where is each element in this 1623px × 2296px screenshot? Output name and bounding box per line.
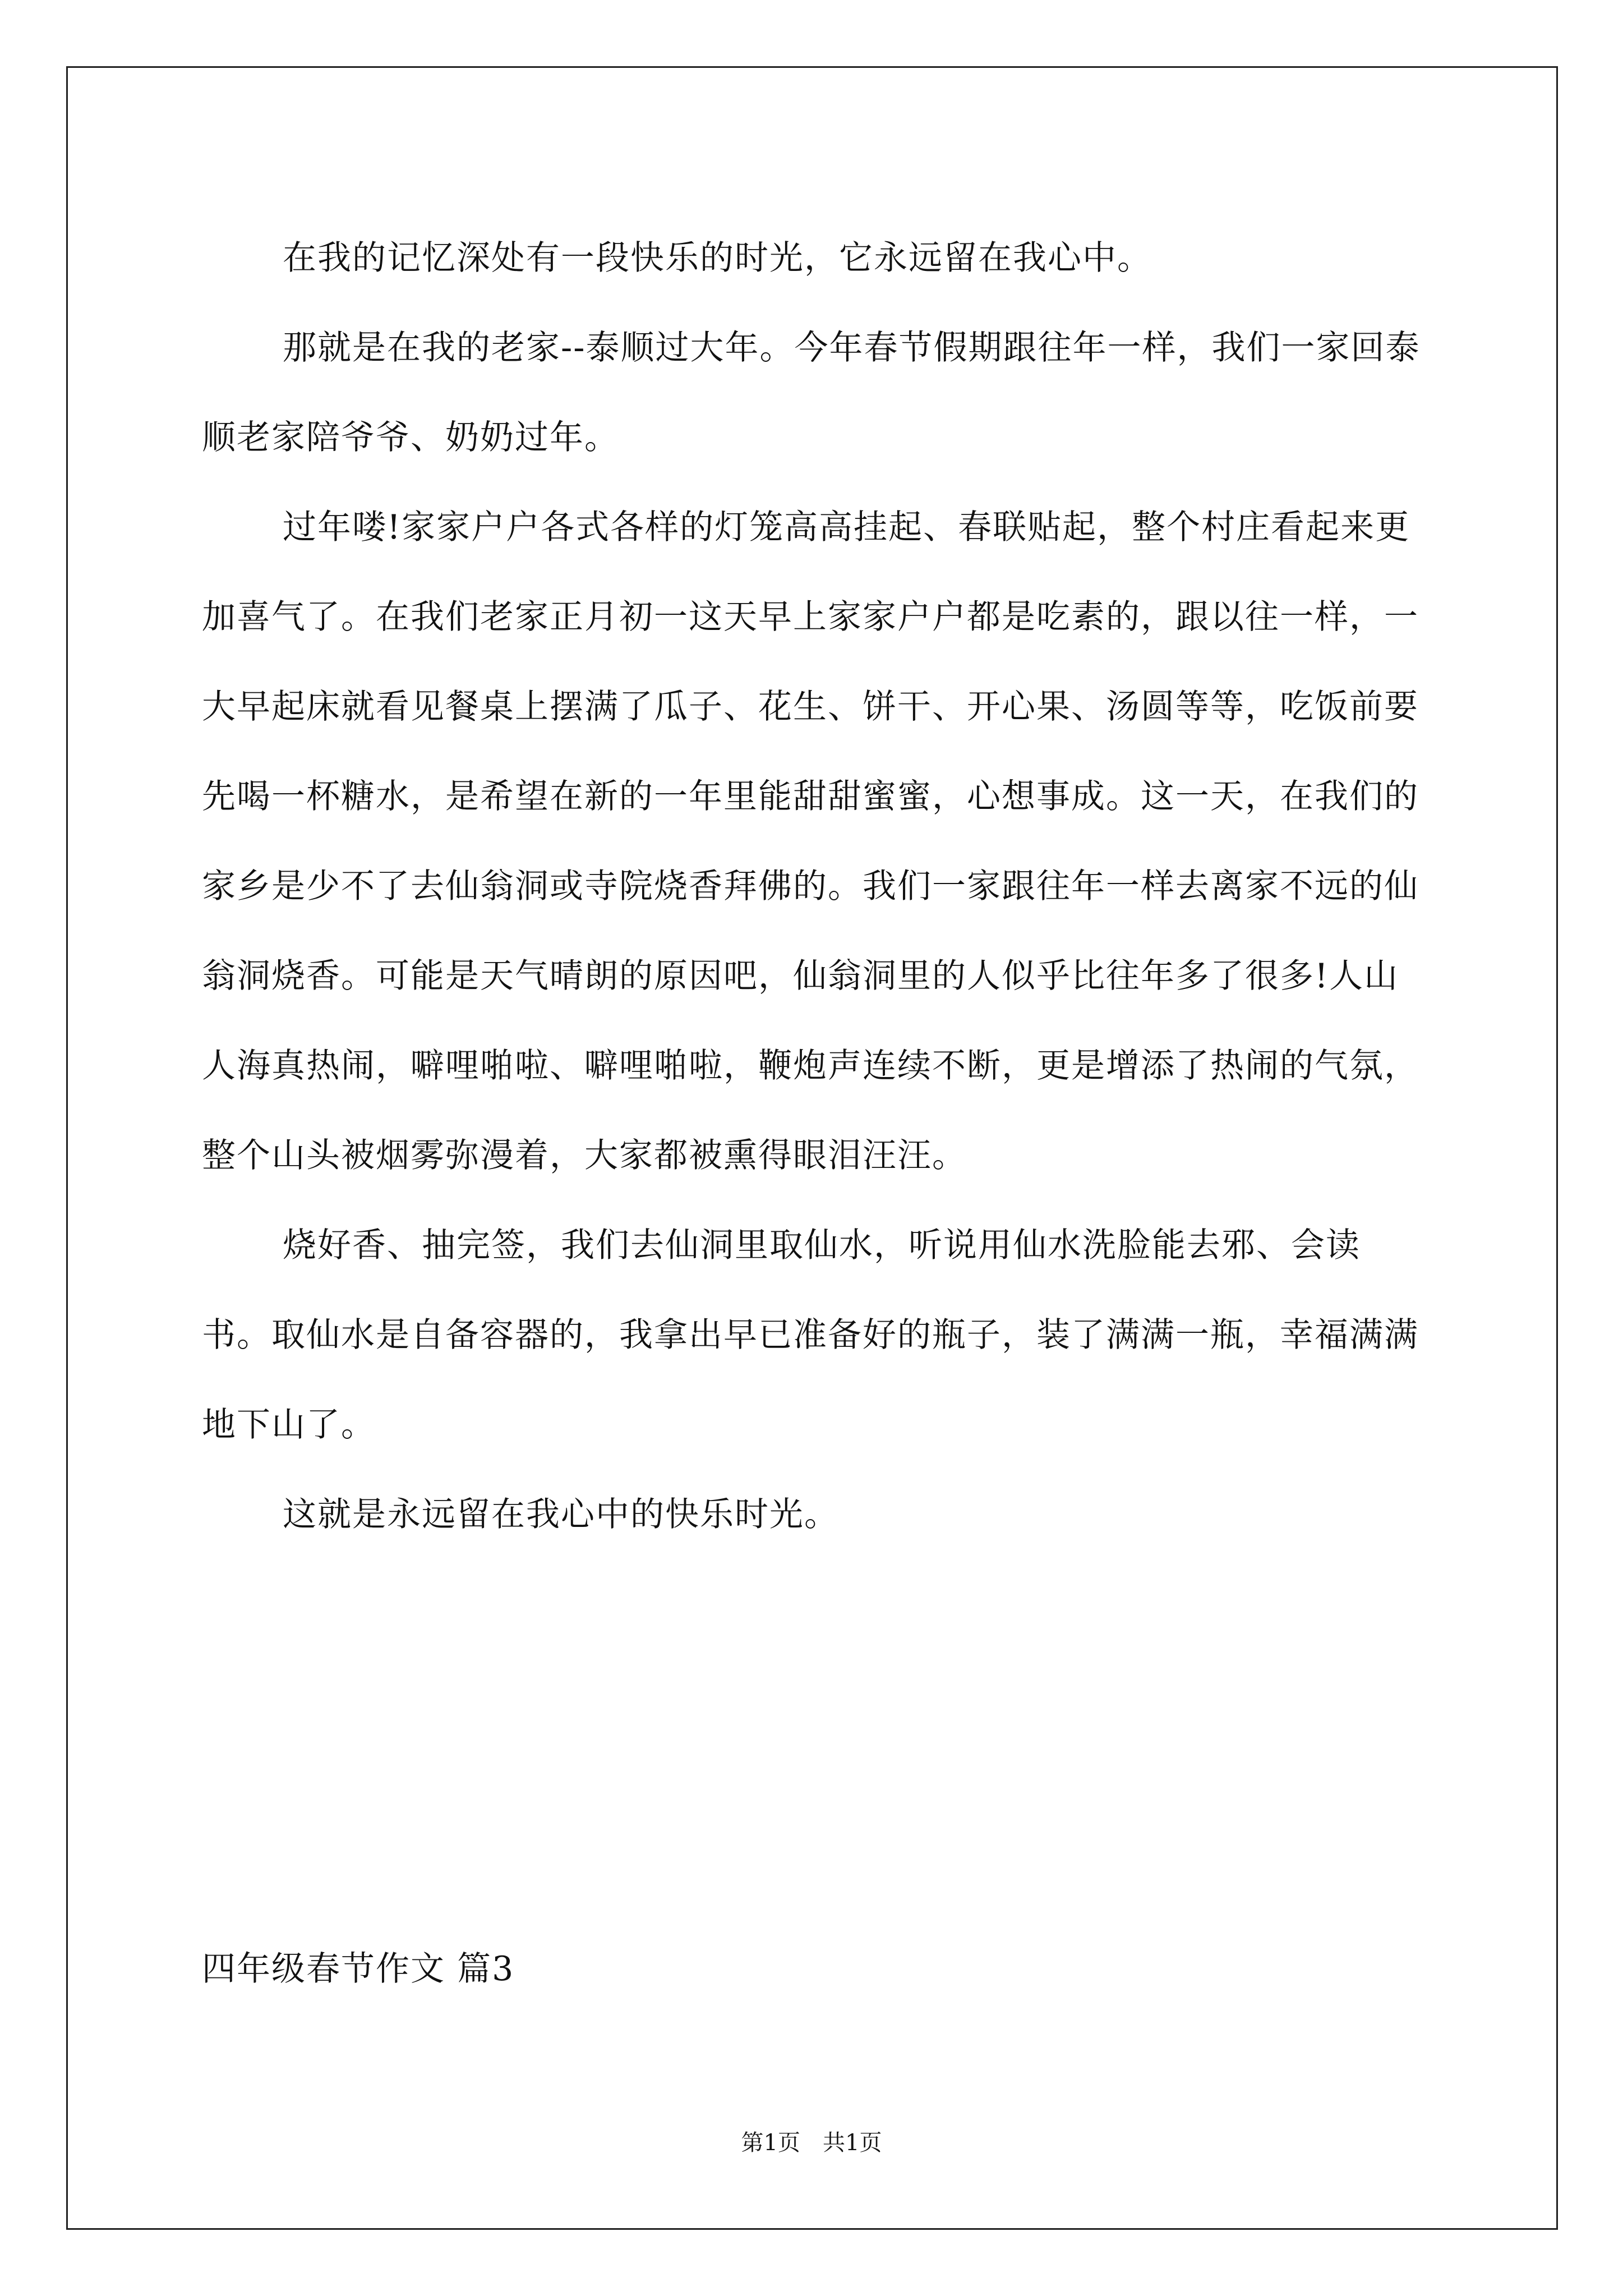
page-number-current: 第1页 [741, 2130, 800, 2156]
page-footer [0, 2129, 1623, 2157]
section-title: 四年级春节作文 篇3 [202, 1949, 515, 1989]
page-number-total: 共1页 [823, 2130, 882, 2156]
paragraph-2: 那就是在我的老家--泰顺过大年。今年春节假期跟往年一样，我们一家回泰顺老家陪爷爷、奶奶过年。 [202, 328, 1421, 457]
paragraph-1: 在我的记忆深处有一段快乐的时光，它永远留在我心中。 [283, 238, 1152, 278]
paragraph-4: 烧好香、抽完签，我们去仙洞里取仙水，听说用仙水洗脸能去邪、会读书。取仙水是自备容器的，我拿出早已准备好的瓶子，装了满满一瓶，幸福满满地下山了。 [202, 1226, 1419, 1444]
paragraph-5: 这就是永远留在我心中的快乐时光。 [283, 1495, 839, 1534]
document-body [202, 213, 1424, 1559]
paragraph-3: 过年喽!家家户户各式各样的灯笼高高挂起、春联贴起，整个村庄看起来更加喜气了。在我们老家正月初一这天早上家家户户都是吃素的，跟以往一样，一大早起床就看见餐桌上摆满了瓜子、花生、饼干、开心果、汤圆等等，吃饭前要先喝一杯糖水，是希望在新的一年里能甜甜蜜蜜，心想事成。这一天，在我们的家乡是少不了去仙翁洞或寺院烧香拜佛的。我们一家跟往年一样去离家不远的仙翁洞烧香。可能是天气晴朗的原因吧，仙翁洞里的人似乎比往年多了很多!人山人海真热闹，噼哩啪啦、噼哩啪啦，鞭炮声连续不断，更是增添了热闹的气氛，整个山头被烟雾弥漫着，大家都被熏得眼泪汪汪。 [202, 508, 1419, 1175]
